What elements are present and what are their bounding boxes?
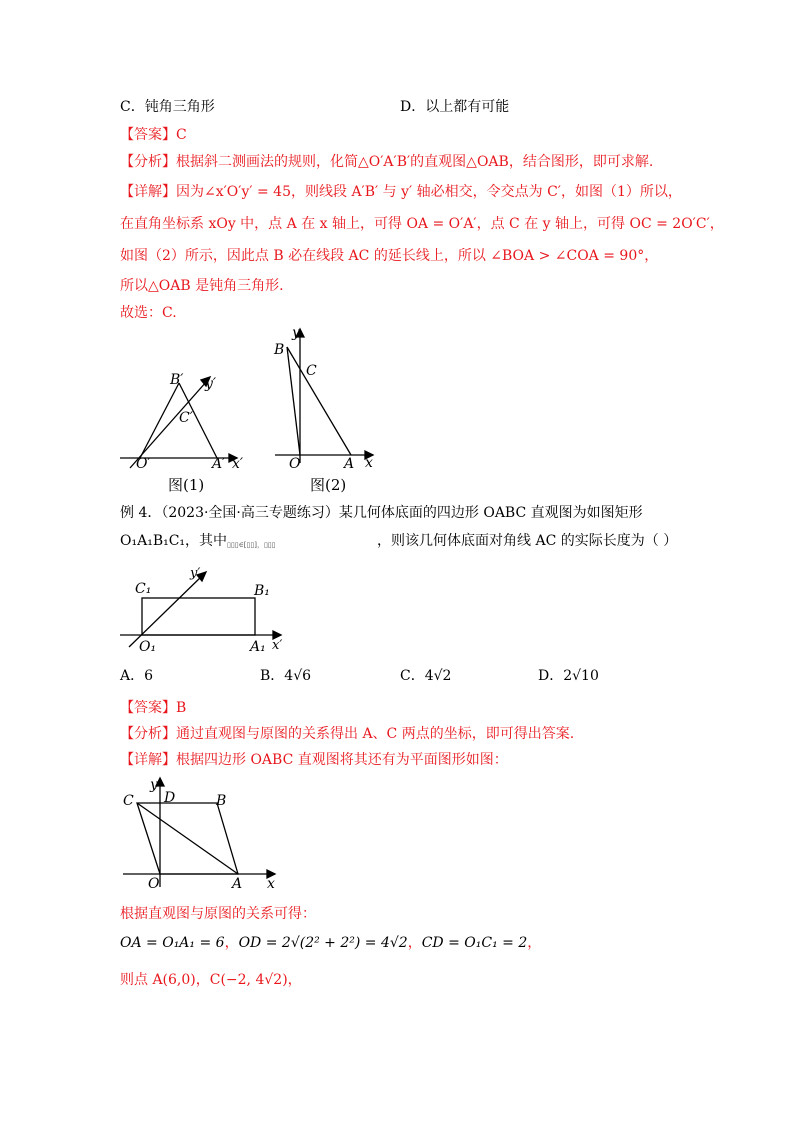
label-x: x xyxy=(267,876,275,892)
analysis-tag: 【分析】 xyxy=(120,154,176,170)
example-4-line-2a: O₁A₁B₁C₁，其中 xyxy=(120,533,228,549)
label-a1: A₁ xyxy=(250,639,266,655)
label-b1: B₁ xyxy=(254,583,270,599)
analysis-2-block xyxy=(120,724,574,744)
label-c-prime: C′ xyxy=(179,410,193,426)
relation-equations: OA = O₁A₁ = 6，OD = 2√(2² + 2²) = 4√2，CD = O₁C₁ = 2， xyxy=(120,935,542,951)
caption-figure-1: 图(1) xyxy=(168,476,205,494)
detail-2-block xyxy=(120,750,508,770)
segment-b-a xyxy=(287,347,351,455)
detail-tag: 【详解】 xyxy=(120,184,176,200)
figure-2 xyxy=(115,565,295,664)
label-c: C xyxy=(123,793,134,809)
detail-line-3: 如图（2）所示，因此点 B 必在线段 AC 的延长线上，所以 ∠BOA > ∠COA = 90°， xyxy=(120,248,659,264)
label-x-prime: x′ xyxy=(272,638,283,653)
label-c1: C₁ xyxy=(135,581,152,597)
analysis-text: 根据斜二测画法的规则，化简△O′A′B′的直观图△OAB，结合图形，即可求解. xyxy=(176,154,654,170)
label-x-prime: x′ xyxy=(232,456,244,472)
diagonal-ca xyxy=(137,803,238,874)
label-x: x xyxy=(365,455,373,471)
segment-o-b xyxy=(140,383,179,458)
rectangle-o1a1b1c1 xyxy=(142,598,255,635)
label-y-prime: y′ xyxy=(205,376,217,392)
figure-2-svg xyxy=(115,565,295,660)
example-4-line-2 xyxy=(120,531,677,551)
label-b: B xyxy=(274,342,285,358)
equation-oa: OA = O₁A₁ = 6 xyxy=(120,935,225,951)
label-o-prime: O′ xyxy=(136,456,151,472)
label-a: A xyxy=(232,876,243,892)
label-y-prime: y′ xyxy=(190,566,201,581)
equation-cd: CD = O₁C₁ = 2 xyxy=(421,935,528,951)
detail-conclusion: 故选：C. xyxy=(120,305,177,321)
answer-block xyxy=(120,125,187,145)
detail-line-2: 在直角坐标系 xOy 中，点 A 在 x 轴上，可得 OA = O′A′，点 C 在 y 轴上，可得 OC = 2O′C′， xyxy=(120,216,724,232)
option-d: D．以上都有可能 xyxy=(400,99,510,115)
choice-d: D．2√10 xyxy=(538,668,599,684)
answer-2-value: B xyxy=(176,700,187,716)
label-o: O xyxy=(148,876,160,892)
caption-figure-2: 图(2) xyxy=(310,476,347,494)
example-4-line-1: 例 4．（2023·全国·高三专题练习）某几何体底面的四边形 OABC 直观图为如图矩形 xyxy=(120,505,643,521)
detail-line-4: 所以△OAB 是钝角三角形. xyxy=(120,278,284,294)
equation-od: OD = 2√(2² + 2²) = 4√2 xyxy=(238,935,408,951)
choice-b: B．4√6 xyxy=(260,668,312,684)
choice-c: C．4√2 xyxy=(400,668,452,684)
analysis-2-text: 通过直观图与原图的关系得出 A、C 两点的坐标，即可得出答案. xyxy=(176,726,575,742)
relation-intro: 根据直观图与原图的关系可得： xyxy=(120,906,316,922)
answer-tag: 【答案】 xyxy=(120,127,176,143)
option-c: C．钝角三角形 xyxy=(120,99,215,115)
label-a: A xyxy=(344,456,355,472)
answer-2-tag: 【答案】 xyxy=(120,700,176,716)
segment-b-o xyxy=(287,347,300,455)
label-o1: O₁ xyxy=(139,639,157,655)
detail-line-1: 因为∠x′O′y′ = 45，则线段 A′B′ 与 y′ 轴必相交，令交点为 C′，如图（1）所以， xyxy=(176,184,682,200)
label-o: O xyxy=(289,456,301,472)
label-a-prime: A′ xyxy=(212,456,226,472)
relation-points: 则点 A(6,0)，C(−2, 4√2)， xyxy=(120,972,302,988)
answer-value: C xyxy=(176,127,187,143)
label-d: D xyxy=(164,790,176,806)
figure-3-svg xyxy=(115,772,285,892)
choice-a: A．6 xyxy=(120,668,154,684)
example-4-line-2b: ，则该几何体底面对角线 AC 的实际长度为（ ） xyxy=(377,533,678,549)
label-y: y xyxy=(292,325,300,341)
analysis-block xyxy=(120,152,653,172)
figure-1 xyxy=(115,325,385,499)
figure-3 xyxy=(115,772,285,896)
analysis-2-tag: 【分析】 xyxy=(120,726,176,742)
figure-1-right xyxy=(275,329,373,463)
tiny-formula-image: ▯▯▯∈[▯▯]，▯▯▯ xyxy=(227,541,276,549)
detail-2-tag: 【详解】 xyxy=(120,752,176,768)
answer-2-block xyxy=(120,698,186,718)
detail-2-text: 根据四边形 OABC 直观图将其还有为平面图形如图： xyxy=(176,752,508,768)
detail-block xyxy=(120,182,682,202)
label-c: C xyxy=(306,363,317,379)
figure-1-svg xyxy=(115,325,385,495)
label-y: y xyxy=(150,777,158,793)
label-b-prime: B′ xyxy=(170,372,184,388)
label-b: B xyxy=(216,793,227,809)
